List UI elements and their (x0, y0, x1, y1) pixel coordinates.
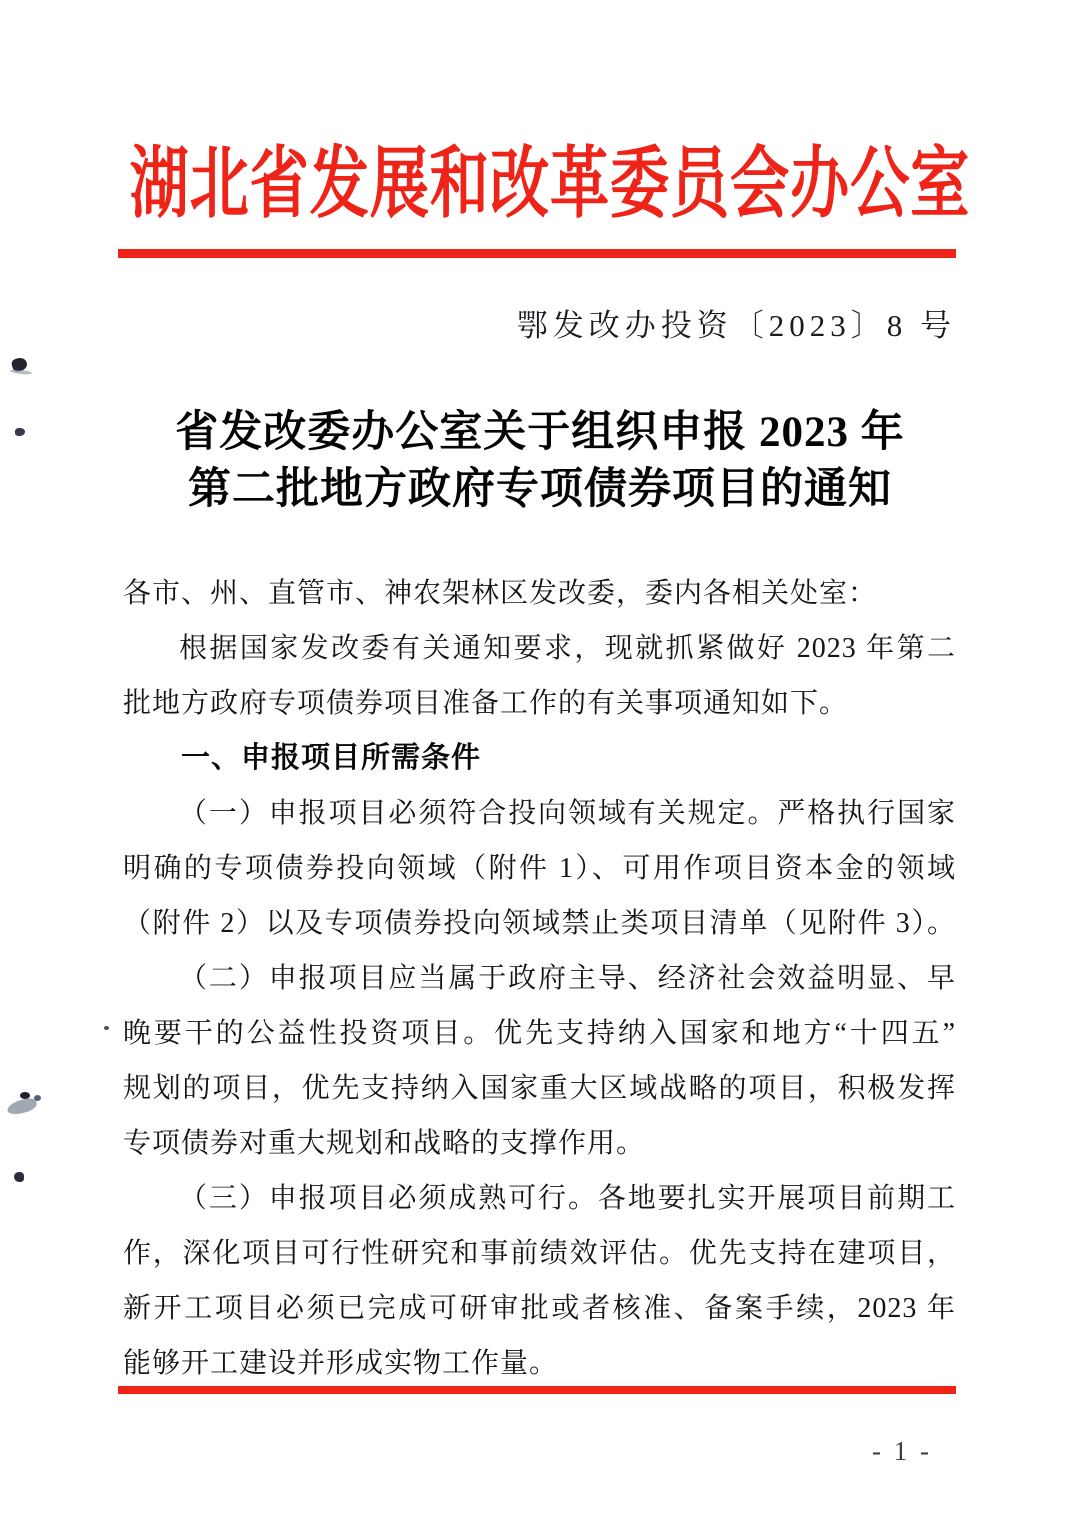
scan-speck (10, 369, 32, 375)
letterhead-red-divider (118, 249, 956, 258)
document-number: 鄂发改办投资〔2023〕8 号 (516, 308, 956, 343)
item-3-line: （三）申报项目必须成熟可行。各地要扎实开展项目前期工 (179, 1183, 956, 1214)
item-1-line: （一）申报项目必须符合投向领域有关规定。严格执行国家 (179, 798, 956, 829)
item-2-line: 规划的项目，优先支持纳入国家重大区域战略的项目，积极发挥 (123, 1073, 956, 1104)
item-3-line: 新开工项目必须已完成可研审批或者核准、备案手续，2023 年 (123, 1293, 956, 1324)
document-body (123, 566, 956, 1391)
scan-speck (34, 1095, 41, 1101)
letterhead-agency-title: 湖北省发展和改革委员会办公室 (129, 140, 971, 227)
document-title (0, 404, 1080, 518)
scan-speck (20, 1092, 30, 1099)
intro-line: 根据国家发改委有关通知要求，现就抓紧做好 2023 年第二 (179, 633, 956, 664)
scan-speck (104, 1026, 109, 1030)
scan-speck (6, 1097, 38, 1117)
section-1-heading: 一、申报项目所需条件 (181, 742, 482, 774)
item-1-line: 明确的专项债券投向领域（附件 1）、可用作项目资本金的领域 (123, 853, 956, 884)
document-title-line-1: 省发改委办公室关于组织申报 2023 年 (175, 409, 905, 456)
salutation-line: 各市、州、直管市、神农架林区发改委，委内各相关处室： (123, 578, 878, 609)
item-2-line: 专项债券对重大规划和战略的支撑作用。 (123, 1128, 646, 1159)
item-1-line: （附件 2）以及专项债券投向领域禁止类项目清单（见附件 3）。 (123, 908, 956, 939)
intro-line: 批地方政府专项债券项目准备工作的有关事项通知如下。 (123, 688, 849, 719)
item-3-line: 作，深化项目可行性研究和事前绩效评估。优先支持在建项目， (123, 1238, 956, 1269)
item-2-line: 晚要干的公益性投资项目。优先支持纳入国家和地方“十四五” (123, 1018, 956, 1049)
page-number: - 1 - (872, 1436, 932, 1466)
footer-red-divider (118, 1386, 956, 1394)
item-3-line: 能够开工建设并形成实物工作量。 (123, 1348, 559, 1379)
scan-speck (14, 1172, 24, 1182)
document-title-line-2: 第二批地方政府专项债券项目的通知 (188, 466, 892, 513)
item-2-line: （二）申报项目应当属于政府主导、经济社会效益明显、早 (179, 963, 956, 994)
